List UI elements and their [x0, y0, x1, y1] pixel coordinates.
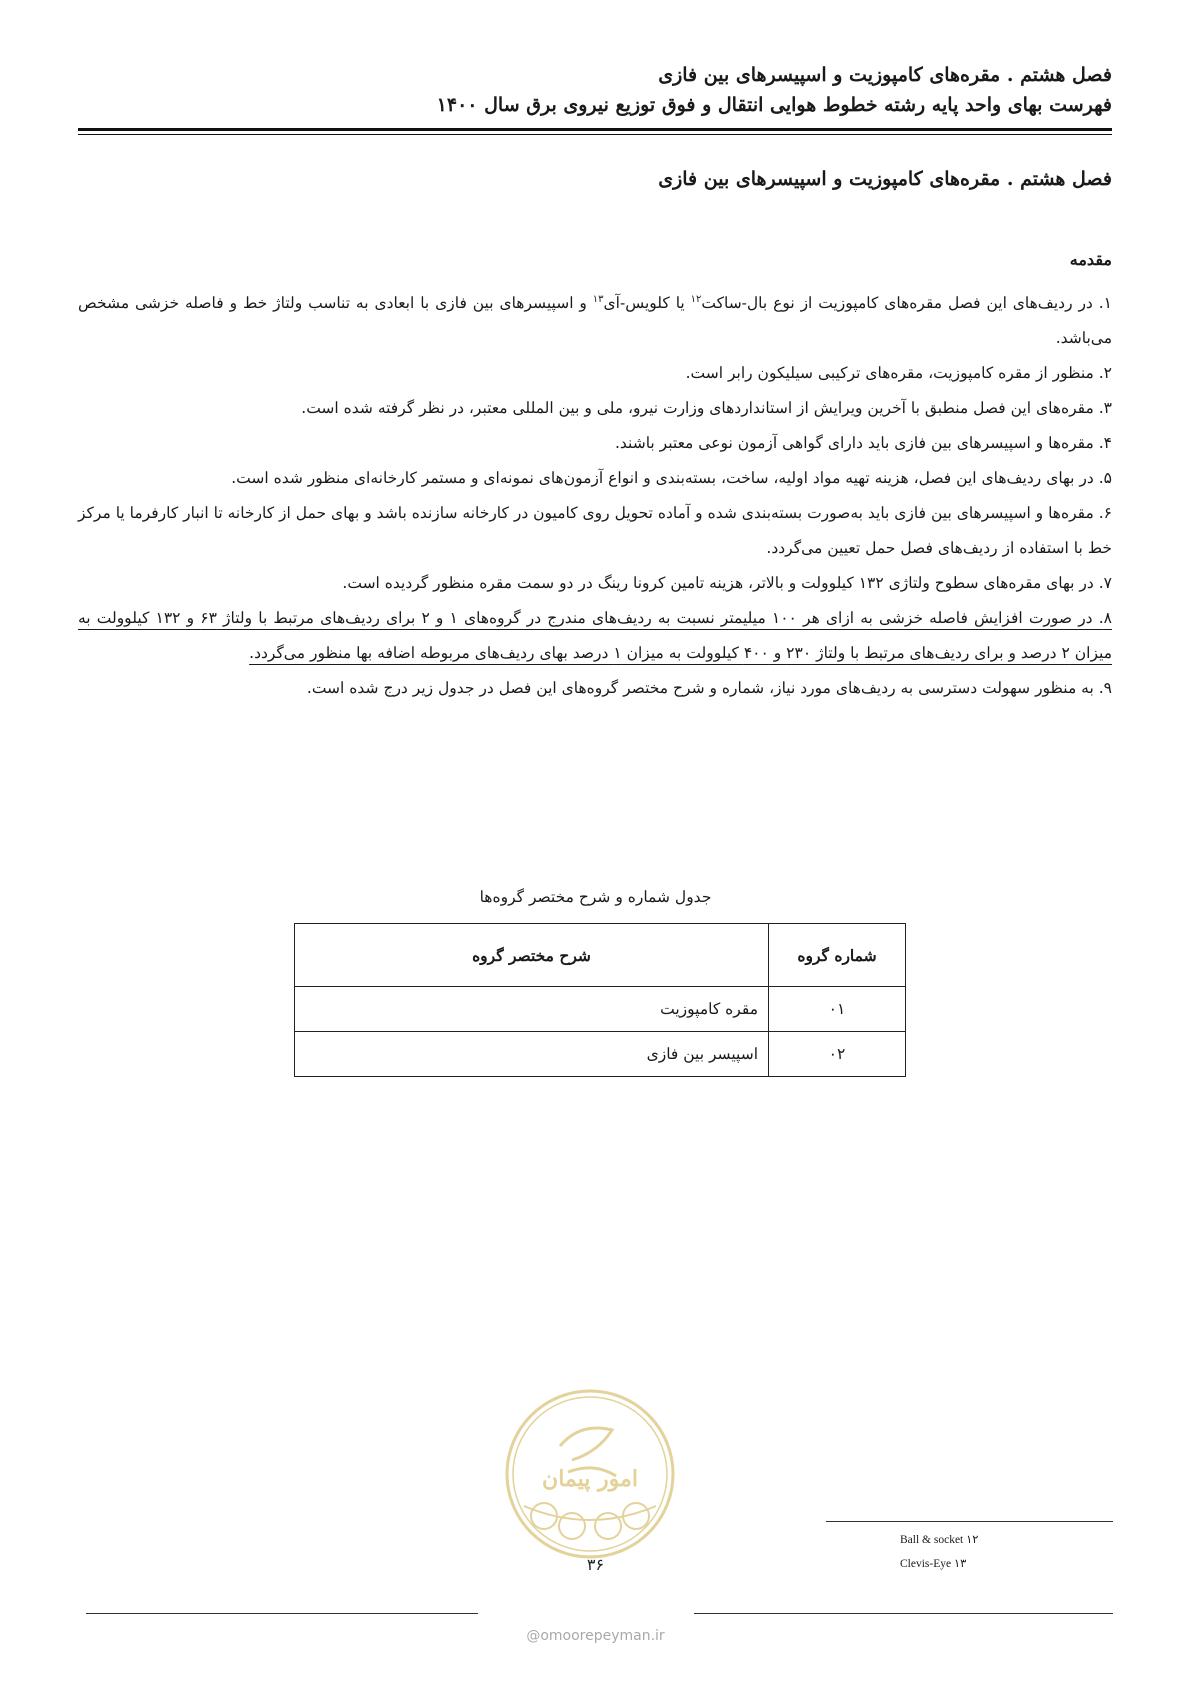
group-description-cell: اسپیسر بین فازی [295, 1032, 769, 1077]
paragraph-1-part-c: و اسپیسرهای بین فازی با ابعادی به تناسب ولتاژ خط و فاصله خزشی مشخص می‌باشد. [78, 294, 1112, 347]
paragraph-6: ۶. مقره‌ها و اسپیسرهای بین فازی باید به‌صورت بسته‌بندی شده و آماده تحویل روی کامیون در کارخانه سازنده باشد و بهای حمل از کارخانه تا انبار کارفرما یا مرکز خط با استفاده از ردیف‌های فصل حمل تعیین می‌گردد. [78, 504, 1112, 557]
footnote-ref-12: ۱۲ [690, 293, 702, 305]
header-rule-thin [78, 134, 1112, 135]
paragraph-8 [78, 601, 1112, 671]
intro-paragraphs [78, 286, 1112, 706]
header-chapter-line: فصل هشتم . مقره‌های کامپوزیت و اسپیسرهای بین فازی [658, 64, 1112, 86]
bottom-rule-left [86, 1613, 478, 1614]
seal-logo-text: امور پیمان [542, 1466, 638, 1492]
footnote-12-text: Ball & socket [900, 1534, 964, 1546]
table-row [295, 1032, 906, 1077]
header-group-number: شماره گروه [769, 924, 906, 987]
table-caption: جدول شماره و شرح مختصر گروه‌ها [479, 888, 712, 906]
page-number: ۳۶ [586, 1555, 605, 1574]
header-document-line: فهرست بهای واحد پایه رشته خطوط هوایی انتقال و فوق توزیع نیروی برق سال ۱۴۰۰ [436, 94, 1112, 116]
chapter-title: فصل هشتم . مقره‌های کامپوزیت و اسپیسرهای بین فازی [658, 168, 1112, 190]
bottom-rule-right [694, 1613, 1113, 1614]
intro-heading: مقدمه [1069, 250, 1112, 269]
paragraph-7: ۷. در بهای مقره‌های سطوح ولتاژی ۱۳۲ کیلوولت و بالاتر، هزینه تامین کرونا رینگ در دو سمت مقره منظور گردیده است. [342, 574, 1112, 592]
header-group-description: شرح مختصر گروه [295, 924, 769, 987]
paragraph-9: ۹. به منظور سهولت دسترسی به ردیف‌های مورد نیاز، شماره و شرح مختصر گروه‌های این فصل در جدول زیر درج شده است. [306, 679, 1112, 697]
watermark-seal-logo [504, 1388, 676, 1560]
running-header [78, 60, 1112, 120]
table-row [295, 987, 906, 1032]
groups-table [294, 923, 906, 1077]
footnote-ref-13: ۱۳ [592, 293, 604, 305]
paragraph-8-text: ۸. در صورت افزایش فاصله خزشی به ازای هر ۱۰۰ میلیمتر نسبت به ردیف‌های مندرج در گروه‌های ۱ و ۲ برای ردیف‌های مرتبط با ولتاژ ۶۳ و ۱۳۲ کیلوولت به میزان ۲ درصد و برای ردیف‌های مرتبط با ولتاژ ۲۳۰ و ۴۰۰ کیلوولت به میزان ۱ درصد بهای ردیف‌های مربوطه اضافه بها منظور می‌گردد. [78, 609, 1112, 662]
footnote-12-mark: ۱۲ [966, 1534, 979, 1546]
paragraph-3: ۳. مقره‌های این فصل منطبق با آخرین ویرایش از استانداردهای وزارت نیرو، ملی و بین المللی معتبر، در نظر گرفته شده است. [301, 399, 1112, 417]
header-rule-thick [78, 128, 1112, 131]
paragraph-5: ۵. در بهای ردیف‌های این فصل، هزینه تهیه مواد اولیه، ساخت، بسته‌بندی و انواع آزمون‌های نمونه‌ای و مستمر کارخانه‌ای منظور شده است. [231, 469, 1112, 487]
paragraph-1-part-a: ۱. در ردیف‌های این فصل مقره‌های کامپوزیت از نوع بال-ساکت [701, 294, 1112, 312]
paragraph-1-part-b: یا کلویس-آی [603, 294, 691, 312]
group-number-cell: ۰۲ [769, 1032, 906, 1077]
paragraph-1 [78, 286, 1112, 356]
footnote-13-mark: ۱۳ [953, 1558, 967, 1570]
table-header-row [295, 924, 906, 987]
footnote-separator [826, 1521, 1113, 1522]
paragraph-4: ۴. مقره‌ها و اسپیسرهای بین فازی باید دارای گواهی آزمون نوعی معتبر باشند. [614, 434, 1112, 452]
footnote-12 [900, 1528, 1113, 1552]
footnote-13-text: Clevis-Eye [900, 1558, 952, 1570]
paragraph-2: ۲. منظور از مقره کامپوزیت، مقره‌های ترکیبی سیلیکون رابر است. [685, 364, 1112, 382]
group-number-cell: ۰۱ [769, 987, 906, 1032]
group-description-cell: مقره کامپوزیت [295, 987, 769, 1032]
watermark-url: @omoorepeyman.ir [526, 1628, 665, 1644]
